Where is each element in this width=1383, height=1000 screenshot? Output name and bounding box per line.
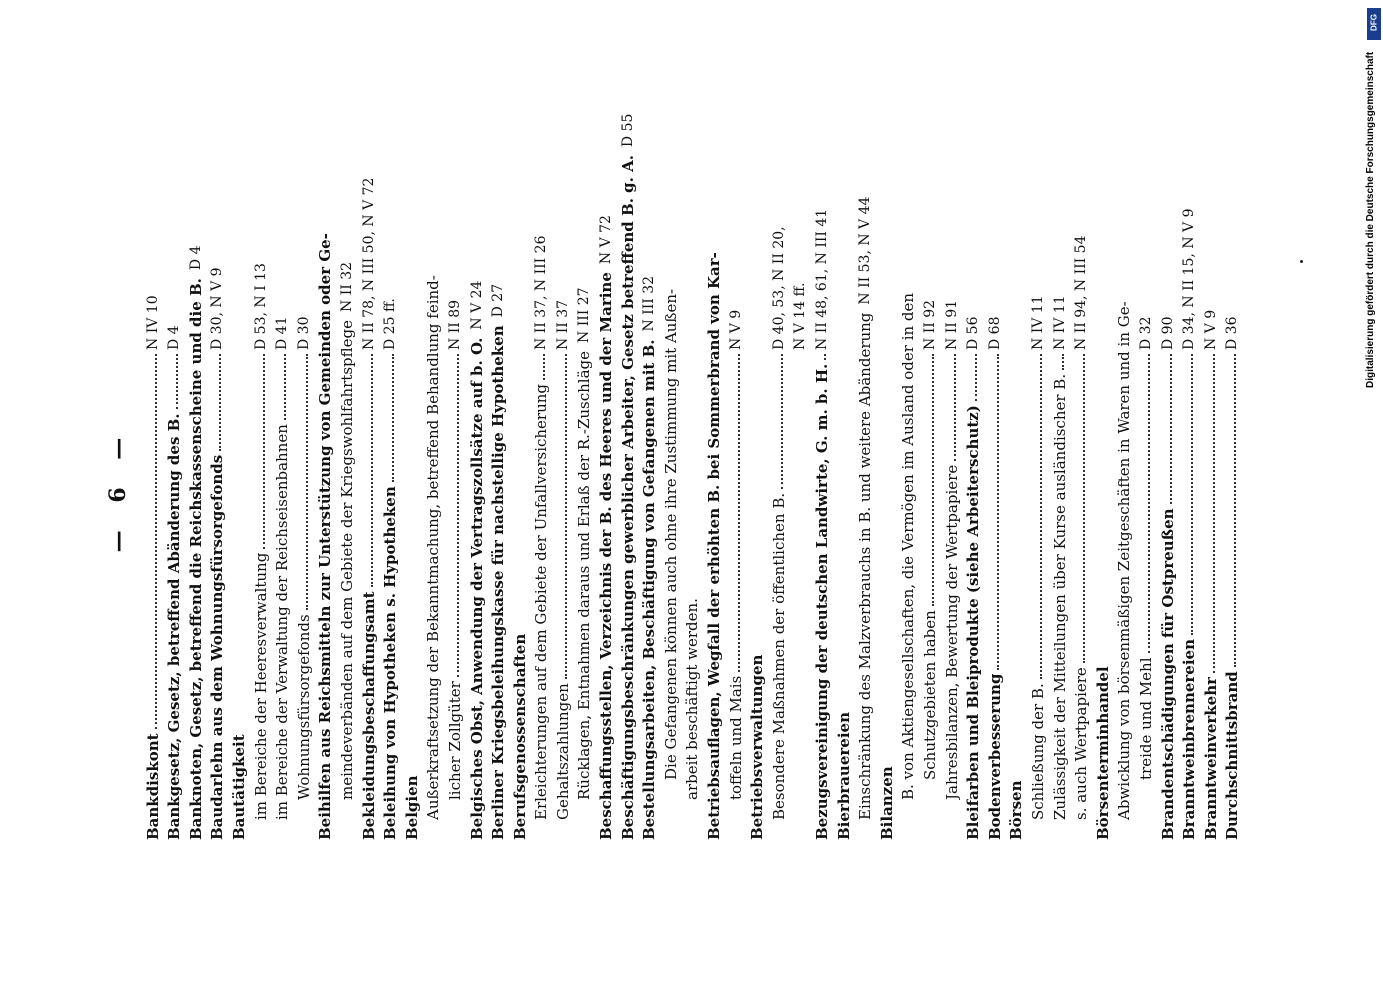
entry-reference: N II 89 [446,299,463,350]
entry-text: Börsenterminhandel [1093,666,1112,840]
index-entry [1004,140,1026,840]
entry-text: im Bereiche der Heeresverwaltung [251,552,270,820]
entry-reference: N V 9 [1202,309,1219,350]
entry-text: Durchschnittsbrand [1223,671,1242,840]
leader-dots [155,354,157,729]
index-entry [378,140,400,840]
entry-reference: N II 37, N III 26 [533,235,550,350]
index-entry [421,140,443,840]
entry-text: Bankgesetz, Gesetz, betreffend Abänderung des B. [165,413,184,840]
leader-dots [932,354,934,606]
leader-dots [1148,354,1150,653]
entry-text: Bierbrauereien [834,712,853,840]
leader-dots [176,354,178,409]
entry-text: Beleihung von Hypotheken s. Hypotheken [381,486,400,840]
index-entry [1090,140,1112,840]
entry-reference: D 53, N I 13 [252,263,269,350]
entry-reference: N IV 10 [144,295,161,350]
entry-reference: D 56 [965,316,982,350]
leader-dots [1040,354,1042,679]
entry-text: Belgisches Obst, Anwendung der Vertragszollsätze auf b. O. [467,337,486,840]
entry-text: Bestellungsarbeiten, Beschäftigung von Gefangenen mit B. [640,339,659,840]
index-entry [658,140,680,840]
index-entry [1220,140,1242,840]
entry-reference: N IV 11 [1029,295,1046,350]
entry-text: Bautätigkeit [229,734,248,840]
index-entry [1047,140,1069,840]
leader-dots [371,354,373,587]
index-entry [615,113,637,840]
index-entry [226,140,248,840]
index-entry [853,140,875,840]
index-entry [637,140,659,840]
entry-reference: N V 14 ff. [792,282,809,350]
index-entry [874,140,896,840]
entry-text: Banknoten, Gesetz, betreffend die Reichskassenscheine und die B. [186,278,205,840]
entry-text: Beschaffungsstellen, Verzeichnis der B. des Heeres und der Marine [597,272,616,840]
leader-dots [824,354,826,360]
index-entry [248,140,270,840]
leader-dots [1213,354,1215,673]
index-entry [896,140,918,840]
leader-dots [1170,354,1172,504]
leader-dots [1234,354,1236,667]
dfg-logo: DFG [1367,8,1381,40]
entry-reference: N IV 11 [1051,295,1068,350]
index-entry [442,140,464,840]
leader-dots [306,354,308,610]
index-entry [507,140,529,840]
entry-text: Jahresbilanzen, Bewertung der Wertpapiere [942,464,961,800]
leader-dots [263,354,265,549]
entry-reference: N II 92 [921,299,938,350]
entry-reference: D 4 [187,245,204,271]
scan-speck [1300,260,1303,263]
index-entry [140,140,162,840]
entry-text: Belgien [402,775,421,840]
entry-text: Börsen [1007,780,1026,840]
index-entry [788,140,810,840]
entry-reference: D 32 [1137,316,1154,350]
index-entry [1177,140,1199,840]
entry-text: Außerkraftsetzung der Bekanntmachung, betreffend Behandlung feind- [424,275,443,820]
entry-reference: N V 72 [598,215,615,265]
entry-text: Abwicklung von börsenmäßigen Zeitgeschäften in Waren und in Ge- [1115,301,1134,820]
index-entry [680,140,702,840]
page-number: — 6 — [105,427,131,553]
entry-reference: N II 91 [943,299,960,350]
index-entry [356,140,378,840]
entry-text: Bleifarben und Bleiprodukte (siehe Arbeiterschutz) [964,405,983,840]
index-entry [831,140,853,840]
entry-text: arbeit beschäftigt werden. [683,598,702,800]
entry-reference: D 34, N II 15, N V 9 [1181,208,1198,350]
index-entries [140,113,1242,840]
index-entry [1198,140,1220,840]
entry-reference: N II 94, N III 54 [1073,235,1090,350]
entry-reference: N II 48, 61, N III 41 [814,208,830,350]
entry-text: Wohnungsfürsorgefonds [294,614,313,800]
index-entry [1025,140,1047,840]
index-entry [270,140,292,840]
entry-reference: D 36 [1224,316,1241,350]
index-entry [572,140,594,840]
leader-dots [781,354,783,489]
leader-dots [1191,354,1193,635]
leader-dots [1062,354,1064,370]
index-entry [205,140,227,840]
leader-dots [457,354,459,677]
entry-reference: D 27 [490,283,507,318]
entry-reference: N II 53, N V 44 [857,196,874,305]
index-entry [334,140,356,840]
index-entry [723,140,745,840]
entry-text: Berufsgenossenschaften [510,633,529,840]
entry-reference: N III 27 [576,287,593,343]
index-entry [464,140,486,840]
entry-reference: D 68 [986,316,1003,350]
leader-dots [738,354,740,672]
index-entry [745,140,767,840]
entry-reference: N II 37 [554,299,571,350]
entry-text: Die Gefangenen können auch ohne ihre Zustimmung mit Außen- [661,288,680,780]
entry-reference: D 30 [295,316,312,350]
entry-text: im Bereiche der Verwaltung der Reichseisenbahnen [273,424,292,820]
index-entry [291,140,313,840]
rotated-index-page [105,113,1260,840]
leader-dots [392,354,394,482]
entry-text: Betriebsverwaltungen [748,654,767,840]
index-entry [809,140,831,840]
index-entry [701,140,723,840]
entry-reference: D 55 [619,113,636,148]
entry-text: Bezugsvereinigung der deutschen Landwirte, G. m. b. H. [813,363,831,840]
entry-text: Schutzgebieten haben [920,610,939,780]
entry-text: Beihilfen aus Reichsmitteln zur Unterstützung von Gemeinden oder Ge- [316,233,335,840]
entry-text: Erleichterungen auf dem Gebiete der Unfallversicherung [532,383,551,820]
entry-text: B. von Aktiengesellschaften, die Vermögen im Ausland oder in den [899,292,918,800]
index-entry [593,140,615,840]
index-entry [183,140,205,840]
entry-reference: D 90 [1159,316,1176,350]
entry-text: Baudarlehn aus dem Wohnungsfürsorgefonds [208,454,227,840]
leader-dots [975,354,977,401]
leader-dots [1083,354,1085,663]
index-entry [939,140,961,840]
index-entry [1155,140,1177,840]
entry-text: Branntweinbrennereien [1180,639,1199,840]
index-entry [529,140,551,840]
index-entry [1112,140,1134,840]
entry-text: Bekleidungsbeschaffungsamt [359,591,378,840]
index-entry [399,140,421,840]
entry-reference: D 25 ff. [382,298,399,350]
entry-text: Beschäftigungsbeschränkungen gewerblicher Arbeiter, Gesetz betreffend B. g. A. [618,155,637,840]
entry-reference: N V 9 [727,309,744,350]
entry-text: Bodenverbesserung [985,673,1004,840]
entry-reference: N II 78, N III 50, N V 72 [360,177,377,350]
index-entry [486,140,508,840]
entry-reference: D 4 [166,325,183,350]
entry-reference: N V 24 [468,280,485,330]
index-entry [766,140,788,840]
entry-text: toffeln und Mais [726,675,745,800]
digitization-credit: Digitalisierung gefördert durch die Deutsche Forschungsgemeinschaft [1365,51,1376,388]
index-entry [550,140,572,840]
entry-text: Gehaltszahlungen [553,683,572,820]
entry-reference: D 41 [274,316,291,350]
entry-reference: N III 32 [641,275,658,332]
leader-dots [997,354,999,670]
entry-text: Zulässigkeit der Mitteilungen über Kurse ausländischer B. [1050,373,1069,820]
entry-text: Brandentschädigungen für Ostpreußen [1158,508,1177,840]
leader-dots [284,354,286,420]
leader-dots [543,354,545,380]
leader-dots [954,354,956,461]
entry-text: Rücklagen, Entnahmen daraus und Erlaß der R.-Zuschläge [575,350,594,800]
entry-text: Besondere Maßnahmen der öffentlichen B. [769,492,788,820]
index-entry [982,140,1004,840]
entry-text: Bilanzen [877,766,896,840]
index-entry [1069,140,1091,840]
index-entry [1133,140,1155,840]
entry-text: Berliner Kriegsbeleihungskasse für nachstellige Hypotheken [489,325,508,840]
entry-text: licher Zollgüter [445,681,464,800]
entry-text: treide und Mehl [1136,657,1155,780]
index-entry [917,140,939,840]
entry-text: Bankdiskont [143,733,162,840]
entry-text: Branntweinverkehr [1201,676,1220,840]
entry-reference: D 40, 53, N II 20, [770,226,787,350]
entry-reference: D 30, N V 9 [209,267,226,350]
entry-text: s. auch Wertpapiere [1072,667,1091,820]
entry-text: Betriebsauflagen, Wegfall der erhöhten B. bei Sommerbrand von Kar- [705,252,724,840]
entry-reference: N II 32 [338,261,355,312]
entry-text: Einschränkung des Malzverbrauchs in B. und weitere Abänderung [856,312,875,820]
index-entry [313,140,335,840]
index-entry [961,140,983,840]
leader-dots [565,354,567,679]
leader-dots [219,354,221,451]
entry-text: Schließung der B. [1028,683,1047,820]
index-entry [162,140,184,840]
entry-text: meindeverbänden auf dem Gebiete der Kriegswohlfahrtspflege [337,320,356,800]
